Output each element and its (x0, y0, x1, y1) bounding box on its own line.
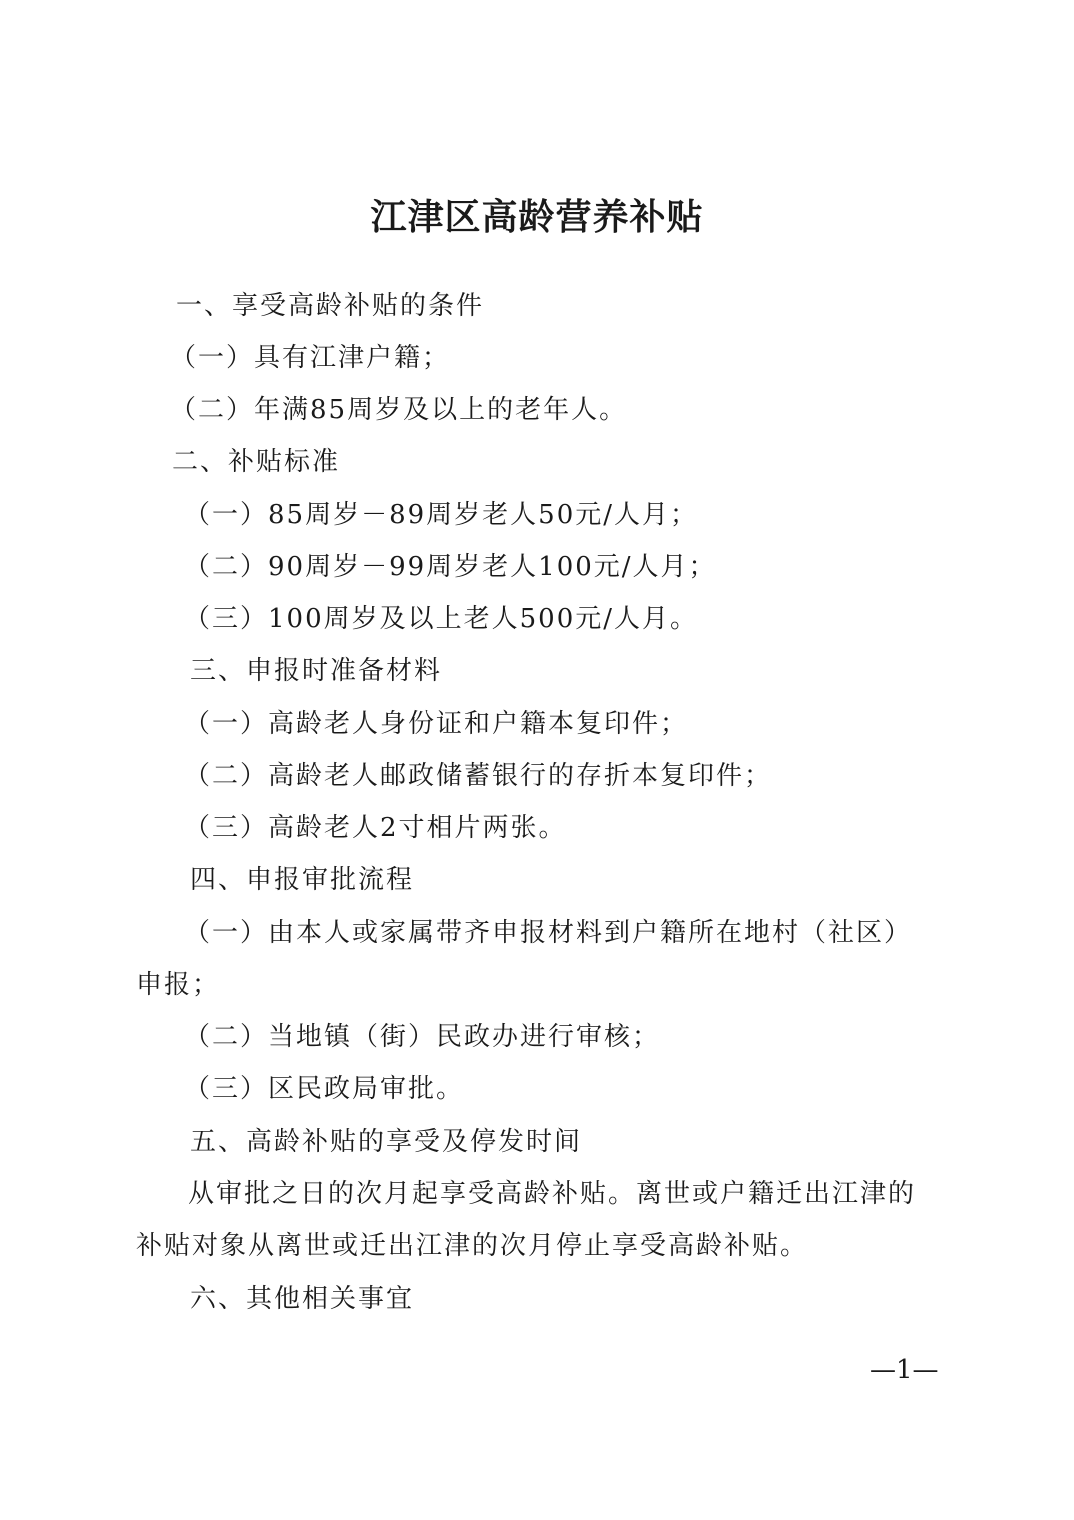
page-number: —1— (870, 1355, 939, 1385)
standard-item-3: （三）100周岁及以上老人500元/人月。 (184, 604, 699, 634)
process-item-1-continued: 申报； (136, 970, 221, 1000)
timing-paragraph-line-1: 从审批之日的次月起享受高龄补贴。离世或户籍迁出江津的 (188, 1179, 917, 1209)
document-title: 江津区高龄营养补贴 (370, 197, 704, 238)
condition-item-1: （一）具有江津户籍； (170, 343, 451, 373)
standard-item-2: （二）90周岁－99周岁老人100元/人月； (184, 552, 717, 582)
section-heading-1: 一、享受高龄补贴的条件 (176, 291, 485, 321)
section-heading-3: 三、申报时准备材料 (190, 656, 443, 686)
section-heading-4: 四、申报审批流程 (190, 865, 415, 895)
condition-item-2: （二）年满85周岁及以上的老年人。 (170, 395, 628, 425)
process-item-2: （二）当地镇（街）民政办进行审核； (184, 1022, 661, 1052)
standard-item-1: （一）85周岁－89周岁老人50元/人月； (184, 500, 699, 530)
material-item-1: （一）高龄老人身份证和户籍本复印件； (184, 709, 689, 739)
section-heading-5: 五、高龄补贴的享受及停发时间 (190, 1127, 583, 1157)
material-item-3: （三）高龄老人2寸相片两张。 (184, 813, 567, 843)
material-item-2: （二）高龄老人邮政储蓄银行的存折本复印件； (184, 761, 773, 791)
process-item-3: （三）区民政局审批。 (184, 1074, 465, 1104)
timing-paragraph-line-2: 补贴对象从离世或迁出江津的次月停止享受高龄补贴。 (136, 1231, 809, 1261)
section-heading-6: 六、其他相关事宜 (190, 1284, 415, 1314)
section-heading-2: 二、补贴标准 (172, 447, 341, 477)
process-item-1: （一）由本人或家属带齐申报材料到户籍所在地村（社区） (184, 918, 913, 948)
